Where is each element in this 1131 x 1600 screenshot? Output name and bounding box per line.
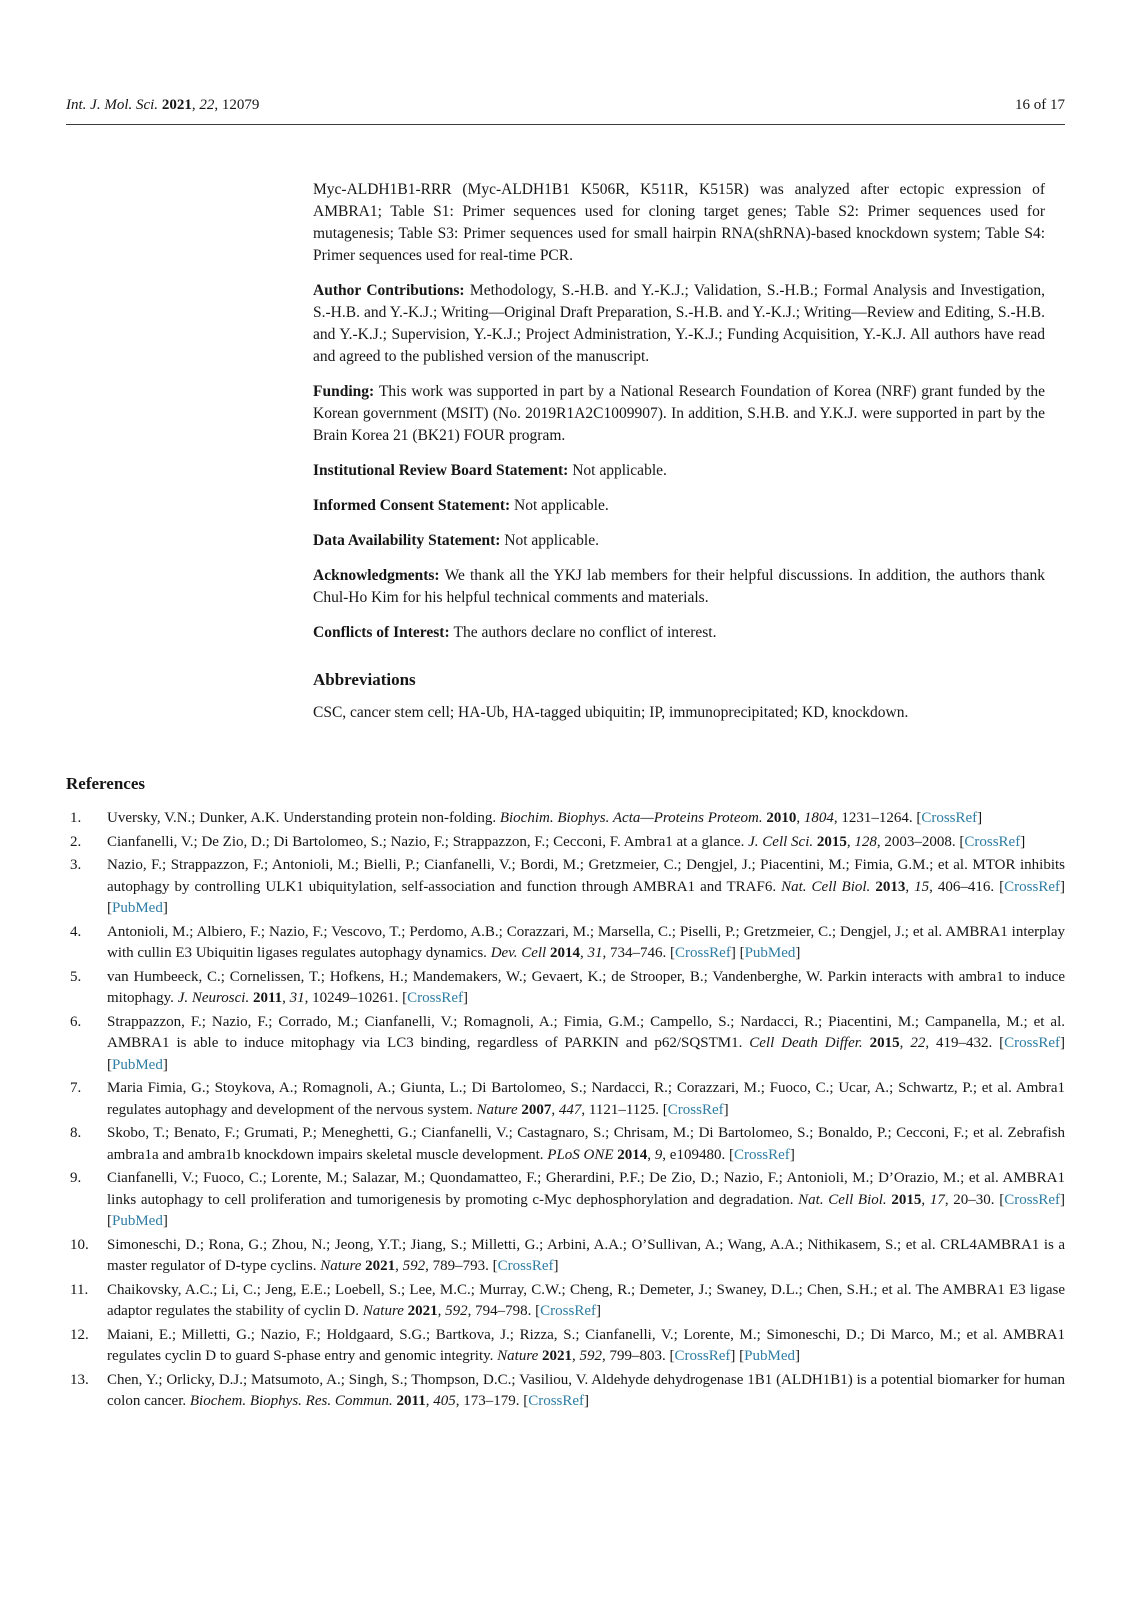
reference-item [66, 1168, 1065, 1233]
journal-name: Nature [476, 1101, 518, 1118]
reference-link-wrap: [CrossRef] [999, 1035, 1066, 1051]
journal-name: Nat. Cell Biol. [781, 878, 871, 895]
reference-link-wrap: [CrossRef] [959, 833, 1026, 850]
crossref-link[interactable]: CrossRef [964, 833, 1021, 850]
reference-link-wrap: [PubMed] [107, 1213, 168, 1229]
volume-number: 592 [402, 1258, 426, 1274]
publication-year: 2007 [521, 1101, 552, 1118]
frontmatter-section [313, 179, 1045, 724]
reference-text: Chen, Y.; Orlicky, D.J.; Matsumoto, A.; Singh, S.; Thompson, D.C.; Vasiliou, V. Aldehyde dehydrogenase 1B1 (ALDH1B1) is a potential biomarker for human colon cancer. Biochem. Biophys. Res. Commun. 2011, 405, 173–179. [CrossRef] [107, 1371, 1065, 1409]
publication-year: 2011 [396, 1393, 426, 1409]
reference-number: 3. [70, 857, 82, 873]
pubmed-link[interactable]: PubMed [112, 1056, 163, 1073]
journal-name: Nature [497, 1348, 539, 1364]
reference-link-wrap: [CrossRef] [669, 1348, 736, 1364]
reference-number: 12. [70, 1326, 89, 1343]
publication-year: 2013 [875, 878, 906, 895]
reference-link-wrap: [PubMed] [739, 945, 801, 961]
citation-segment: 22 [199, 97, 215, 113]
frontmatter-paragraph: Data Availability Statement: Not applicable. [313, 532, 599, 549]
journal-name: Cell Death Differ. [749, 1035, 863, 1051]
reference-link-wrap: [PubMed] [107, 1056, 168, 1073]
reference-text: Strappazzon, F.; Nazio, F.; Corrado, M.; Cianfanelli, V.; Romagnoli, A.; Fimia, G.M.; Campello, S.; Nardacci, R.; Piacentini, M.; Campanella, M.; et al. AMBRA1 is able to induce mitophagy via LC3 binding, regardless of PARKIN and p62/SQSTM1. Cell Death Differ. 2015, 22, 419–432. [CrossRef] [PubMed] [107, 1013, 1066, 1073]
crossref-link[interactable]: CrossRef [407, 990, 463, 1006]
reference-item [66, 808, 1065, 830]
reference-link-wrap: [CrossRef] [728, 1146, 795, 1163]
paragraph-label: Acknowledgments: [313, 567, 445, 584]
volume-number: 128 [854, 833, 877, 850]
frontmatter-paragraph: Institutional Review Board Statement: Not applicable. [313, 462, 667, 479]
abbreviations-heading: Abbreviations [313, 670, 416, 689]
reference-text: Cianfanelli, V.; De Zio, D.; Di Bartolomeo, S.; Nazio, F.; Strappazzon, F.; Cecconi, F. Ambra1 at a glance. J. Cell Sci. 2015, 128, 2003–2008. [CrossRef] [107, 833, 1026, 850]
journal-name: PLoS ONE [547, 1146, 614, 1163]
publication-year: 2021 [407, 1303, 438, 1319]
volume-number: 31 [587, 945, 603, 961]
reference-text: Maria Fimia, G.; Stoykova, A.; Romagnoli, A.; Giunta, L.; Di Bartolomeo, S.; Nardacci, R.; Corazzari, M.; Fuoco, C.; Ucar, A.; Schwartz, P.; et al. Ambra1 regulates autophagy and development of the nervous system. Nature 2007, 447, 1121–1125. [CrossRef] [107, 1080, 1065, 1118]
volume-number: 592 [579, 1348, 603, 1364]
publication-year: 2010 [766, 810, 797, 826]
crossref-link[interactable]: CrossRef [1004, 1035, 1061, 1051]
crossref-link[interactable]: CrossRef [674, 1348, 731, 1364]
crossref-link[interactable]: CrossRef [497, 1258, 554, 1274]
publication-year: 2011 [252, 990, 283, 1006]
reference-item [66, 1370, 1065, 1413]
paragraph-label: Author Contributions: [313, 282, 470, 299]
volume-number: 31 [289, 990, 305, 1006]
paragraph-label: Funding: [313, 383, 379, 400]
publication-year: 2015 [816, 833, 847, 850]
pubmed-link[interactable]: PubMed [744, 945, 796, 961]
frontmatter-paragraph: Funding: This work was supported in part by a National Research Foundation of Korea (NRF) grant funded by the Korean government (MSIT) (No. 2019R1A2C1009907). In addition, S.H.B. and Y.K.J. were supported in part by the Brain Korea 21 (BK21) FOUR program. [313, 383, 1045, 444]
reference-number: 2. [70, 833, 82, 850]
reference-number: 1. [70, 810, 82, 826]
reference-text: Uversky, V.N.; Dunker, A.K. Understanding protein non-folding. Biochim. Biophys. Acta—Proteins Proteom. 2010, 1804, 1231–1264. [CrossRef] [107, 810, 983, 826]
reference-link-wrap: [PubMed] [739, 1348, 800, 1364]
reference-link-wrap: [CrossRef] [523, 1393, 590, 1409]
reference-item [66, 922, 1065, 965]
reference-number: 6. [70, 1013, 82, 1030]
crossref-link[interactable]: CrossRef [540, 1303, 596, 1319]
crossref-link[interactable]: CrossRef [1004, 878, 1061, 895]
volume-number: 17 [929, 1191, 945, 1208]
volume-number: 1804 [803, 810, 834, 826]
reference-number: 10. [70, 1236, 89, 1253]
reference-number: 8. [70, 1125, 82, 1141]
journal-citation [66, 97, 259, 114]
reference-link-wrap: [CrossRef] [402, 990, 468, 1006]
crossref-link[interactable]: CrossRef [667, 1101, 724, 1118]
reference-text: Nazio, F.; Strappazzon, F.; Antonioli, M.; Bielli, P.; Cianfanelli, V.; Bordi, M.; Gretzmeier, C.; Dengjel, J.; Piacentini, M.; Fimia, G.M.; et al. MTOR inhibits autophagy by controlling ULK1 ubiquitylation, self-association and function through AMBRA1 and TRAF6. Nat. Cell Biol. 2013, 15, 406–416. [CrossRef] [PubMed] [107, 857, 1066, 916]
references-section [66, 774, 1065, 1413]
reference-item [66, 1325, 1065, 1368]
reference-text: Cianfanelli, V.; Fuoco, C.; Lorente, M.; Salazar, M.; Quondamatteo, F.; Gherardini, P.F.; De Zio, D.; Nazio, F.; Antonioli, M.; D’Orazio, M.; et al. AMBRA1 links autophagy to cell proliferation and tumorigenesis by promoting c-Myc dephosphorylation and degradation. Nat. Cell Biol. 2015, 17, 20–30. [CrossRef] [PubMed] [107, 1170, 1066, 1229]
reference-text: Simoneschi, D.; Rona, G.; Zhou, N.; Jeong, Y.T.; Jiang, S.; Milletti, G.; Arbini, A.A.; O’Sullivan, A.; Wang, A.A.; Nithikasem, S.; et al. CRL4AMBRA1 is a master regulator of D-type cyclins. Nature 2021, 592, 789–793. [CrossRef] [107, 1236, 1065, 1274]
publication-year: 2014 [617, 1146, 648, 1163]
frontmatter-paragraph: Acknowledgments: We thank all the YKJ lab members for their helpful discussions. In addition, the authors thank Chul-Ho Kim for his helpful technical comments and materials. [313, 567, 1045, 606]
reference-link-wrap: [CrossRef] [999, 878, 1066, 895]
journal-name: J. Neurosci. [177, 990, 250, 1006]
crossref-link[interactable]: CrossRef [921, 810, 978, 826]
abbreviations-text: CSC, cancer stem cell; HA-Ub, HA-tagged ubiquitin; IP, immunoprecipitated; KD, knockdown. [313, 704, 909, 721]
volume-number: 22 [910, 1035, 926, 1051]
publication-year: 2021 [365, 1258, 396, 1274]
pubmed-link[interactable]: PubMed [112, 1213, 163, 1229]
running-head [66, 97, 1065, 114]
references-heading: References [66, 774, 145, 793]
citation-segment: 2021 [161, 97, 192, 113]
reference-link-wrap: [CrossRef] [669, 945, 736, 961]
paragraph-label: Conflicts of Interest: [313, 624, 454, 641]
journal-name: Dev. Cell [490, 945, 547, 961]
journal-name: Nat. Cell Biol. [798, 1191, 887, 1208]
paragraph-label: Institutional Review Board Statement: [313, 462, 573, 479]
citation-segment: , [191, 97, 200, 113]
reference-number: 11. [70, 1281, 89, 1298]
volume-number: 405 [433, 1393, 456, 1409]
journal-name: Biochem. Biophys. Res. Commun. [189, 1393, 393, 1409]
volume-number: 15 [914, 878, 930, 895]
reference-text: Skobo, T.; Benato, F.; Grumati, P.; Meneghetti, G.; Cianfanelli, V.; Castagnaro, S.; Chrisam, M.; Di Bartolomeo, S.; Bonaldo, P.; Cecconi, F.; et al. Zebrafish ambra1a and ambra1b knockdown impairs skeletal muscle development. PLoS ONE 2014, 9, e109480. [CrossRef] [107, 1125, 1065, 1163]
journal-name: Biochim. Biophys. Acta—Proteins Proteom. [499, 810, 763, 826]
paragraph-label: Informed Consent Statement: [313, 497, 515, 514]
reference-item [66, 1078, 1065, 1121]
reference-text: Chaikovsky, A.C.; Li, C.; Jeng, E.E.; Loebell, S.; Lee, M.C.; Murray, C.W.; Cheng, R.; Demeter, J.; Swaney, D.L.; Chen, S.H.; et al. The AMBRA1 E3 ligase adaptor regulates the stability of cyclin D. Nature 2021, 592, 794–798. [CrossRef] [107, 1281, 1065, 1319]
volume-number: 592 [445, 1303, 468, 1319]
publication-year: 2021 [542, 1348, 573, 1364]
reference-item [66, 967, 1065, 1010]
pubmed-link[interactable]: PubMed [112, 900, 163, 916]
frontmatter-paragraph: Informed Consent Statement: Not applicable. [313, 497, 609, 514]
reference-number: 13. [70, 1371, 89, 1388]
header-rule [66, 124, 1065, 125]
reference-item [66, 855, 1065, 920]
frontmatter-paragraph: Author Contributions: Methodology, S.-H.B. and Y.-K.J.; Validation, S.-H.B.; Formal Analysis and Investigation, S.-H.B. and Y.-K.J.; Writing—Original Draft Preparation, S.-H.B. and Y.-K.J.; Writing—Review and Editing, S.-H.B. and Y.-K.J.; Supervision, Y.-K.J.; Project Administration, Y.-K.J.; Funding Acquisition, Y.-K.J. All authors have read and agreed to the published version of the manuscript. [313, 282, 1045, 365]
reference-list [66, 808, 1065, 1413]
reference-link-wrap: [PubMed] [107, 900, 168, 916]
reference-text: van Humbeeck, C.; Cornelissen, T.; Hofkens, H.; Mandemakers, W.; Gevaert, K.; de Strooper, B.; Vandenberghe, W. Parkin interacts with ambra1 to induce mitophagy. J. Neurosci. 2011, 31, 10249–10261. [CrossRef] [107, 968, 1065, 1006]
crossref-link[interactable]: CrossRef [674, 945, 731, 961]
journal-name: Nature [320, 1258, 362, 1274]
reference-number: 4. [70, 923, 82, 940]
citation-segment: , 12079 [214, 97, 260, 113]
reference-item [66, 832, 1065, 854]
reference-link-wrap: [CrossRef] [662, 1101, 729, 1118]
citation-segment: Int. J. Mol. Sci. [66, 97, 162, 113]
reference-text: Antonioli, M.; Albiero, F.; Nazio, F.; Vescovo, T.; Perdomo, A.B.; Corazzari, M.; Marsella, C.; Piselli, P.; Gretzmeier, C.; Dengjel, J.; et al. AMBRA1 interplay with cullin E3 Ubiquitin ligases regulates autophagy dynamics. Dev. Cell 2014, 31, 734–746. [CrossRef] [PubMed] [107, 923, 1065, 961]
frontmatter-paragraphs [313, 179, 1045, 644]
reference-link-wrap: [CrossRef] [535, 1303, 601, 1319]
reference-link-wrap: [CrossRef] [916, 810, 983, 826]
reference-item [66, 1235, 1065, 1278]
volume-number: 447 [558, 1101, 582, 1118]
reference-number: 9. [70, 1170, 82, 1186]
reference-link-wrap: [CrossRef] [492, 1258, 559, 1274]
page-number: 16 of 17 [1015, 97, 1065, 113]
reference-item [66, 1012, 1065, 1077]
paragraph-label: Data Availability Statement: [313, 532, 505, 549]
publication-year: 2014 [549, 945, 580, 961]
reference-text: Maiani, E.; Milletti, G.; Nazio, F.; Holdgaard, S.G.; Bartkova, J.; Rizza, S.; Cianfanelli, V.; Lorente, M.; Simoneschi, D.; Di Marco, M.; et al. AMBRA1 regulates cyclin D to guard S-phase entry and genomic integrity. Nature 2021, 592, 799–803. [CrossRef] [PubMed] [107, 1326, 1065, 1364]
reference-number: 5. [70, 968, 82, 985]
reference-item [66, 1280, 1065, 1323]
pubmed-link[interactable]: PubMed [744, 1348, 795, 1364]
frontmatter-paragraph: Conflicts of Interest: The authors declare no conflict of interest. [313, 624, 717, 641]
crossref-link[interactable]: CrossRef [528, 1393, 585, 1409]
frontmatter-paragraph: Myc-ALDH1B1-RRR (Myc-ALDH1B1 K506R, K511R, K515R) was analyzed after ectopic expression of AMBRA1; Table S1: Primer sequences used for cloning target genes; Table S2: Primer sequences used for mutagenesis; Table S3: Primer sequences used for small hairpin RNA(shRNA)-based knockdown system; Table S4: Primer sequences used for real-time PCR. [313, 181, 1045, 264]
journal-name: J. Cell Sci. [748, 833, 814, 850]
publication-year: 2015 [869, 1035, 900, 1051]
crossref-link[interactable]: CrossRef [733, 1146, 790, 1163]
publication-year: 2015 [891, 1191, 922, 1208]
journal-name: Nature [362, 1303, 404, 1319]
volume-number: 9 [654, 1146, 663, 1163]
crossref-link[interactable]: CrossRef [1004, 1191, 1061, 1208]
reference-link-wrap: [CrossRef] [999, 1191, 1066, 1208]
reference-item [66, 1123, 1065, 1166]
reference-number: 7. [70, 1080, 82, 1096]
